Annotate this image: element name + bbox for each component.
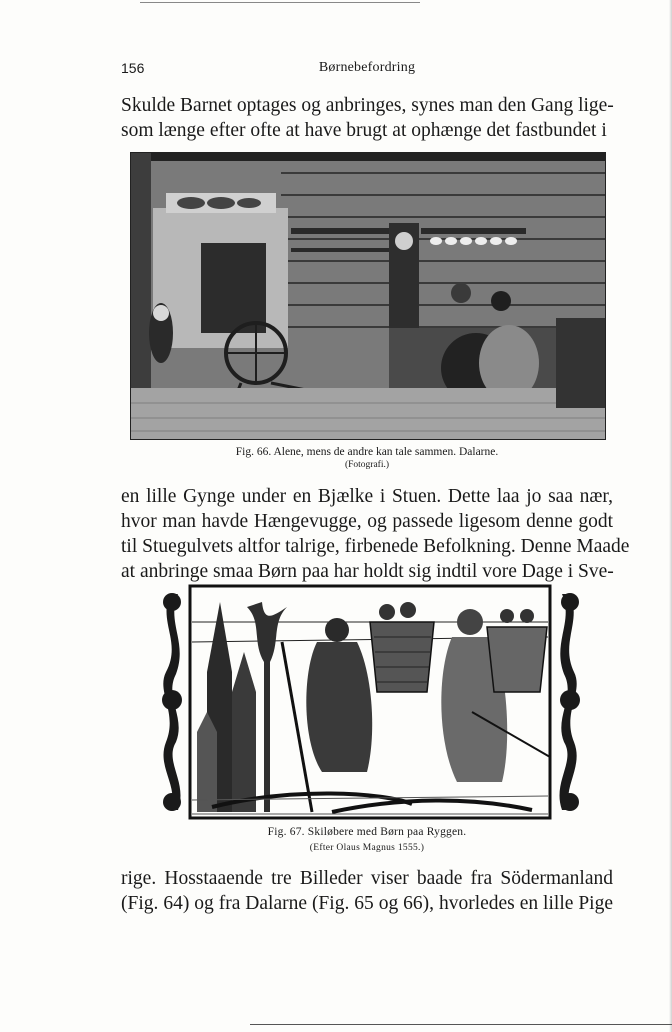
page-number: 156 [121, 60, 145, 76]
text-line: Skulde Barnet optages og anbringes, synes man den Gang lige- [121, 95, 614, 116]
page-header [121, 60, 613, 80]
page-top-rule [140, 2, 420, 3]
text-line: som længe efter ofte at have brugt at ophænge det fastbundet i [121, 120, 607, 141]
running-title: Børnebefordring [318, 60, 416, 75]
figure-67-woodcut [152, 582, 590, 820]
figure-67-source: (Efter Olaus Magnus 1555.) [309, 843, 425, 853]
text-line: at anbringe smaa Børn paa har holdt sig indtil vore Dage i Sve- [121, 561, 614, 582]
text-line: hvor man havde Hængevugge, og passede ligesom denne godt [121, 511, 613, 532]
figure-66-caption: Fig. 66. Alene, mens de andre kan tale sammen. Dalarne. [235, 446, 499, 458]
figure-66-source: (Fotografi.) [344, 460, 390, 470]
paragraph-1 [121, 93, 613, 143]
text-line: (Fig. 64) og fra Dalarne (Fig. 65 og 66), hvorledes en lille Pige [121, 893, 613, 914]
paragraph-2 [121, 484, 630, 584]
page-bottom-rule [250, 1024, 672, 1025]
text-line: en lille Gynge under en Bjælke i Stuen. Dette laa jo saa nær, [121, 486, 613, 507]
figure-67-caption: Fig. 67. Skiløbere med Børn paa Ryggen. [267, 826, 467, 838]
interior-photo-illustration [131, 153, 605, 439]
text-line: til Stuegulvets altfor talrige, firbenede Befolkning. Denne Maade [121, 536, 630, 557]
woodcut-illustration [152, 582, 590, 820]
text-line: rige. Hosstaaende tre Billeder viser baade fra Södermanland [121, 868, 613, 889]
paragraph-3 [121, 866, 613, 916]
figure-66-photograph [130, 152, 606, 440]
